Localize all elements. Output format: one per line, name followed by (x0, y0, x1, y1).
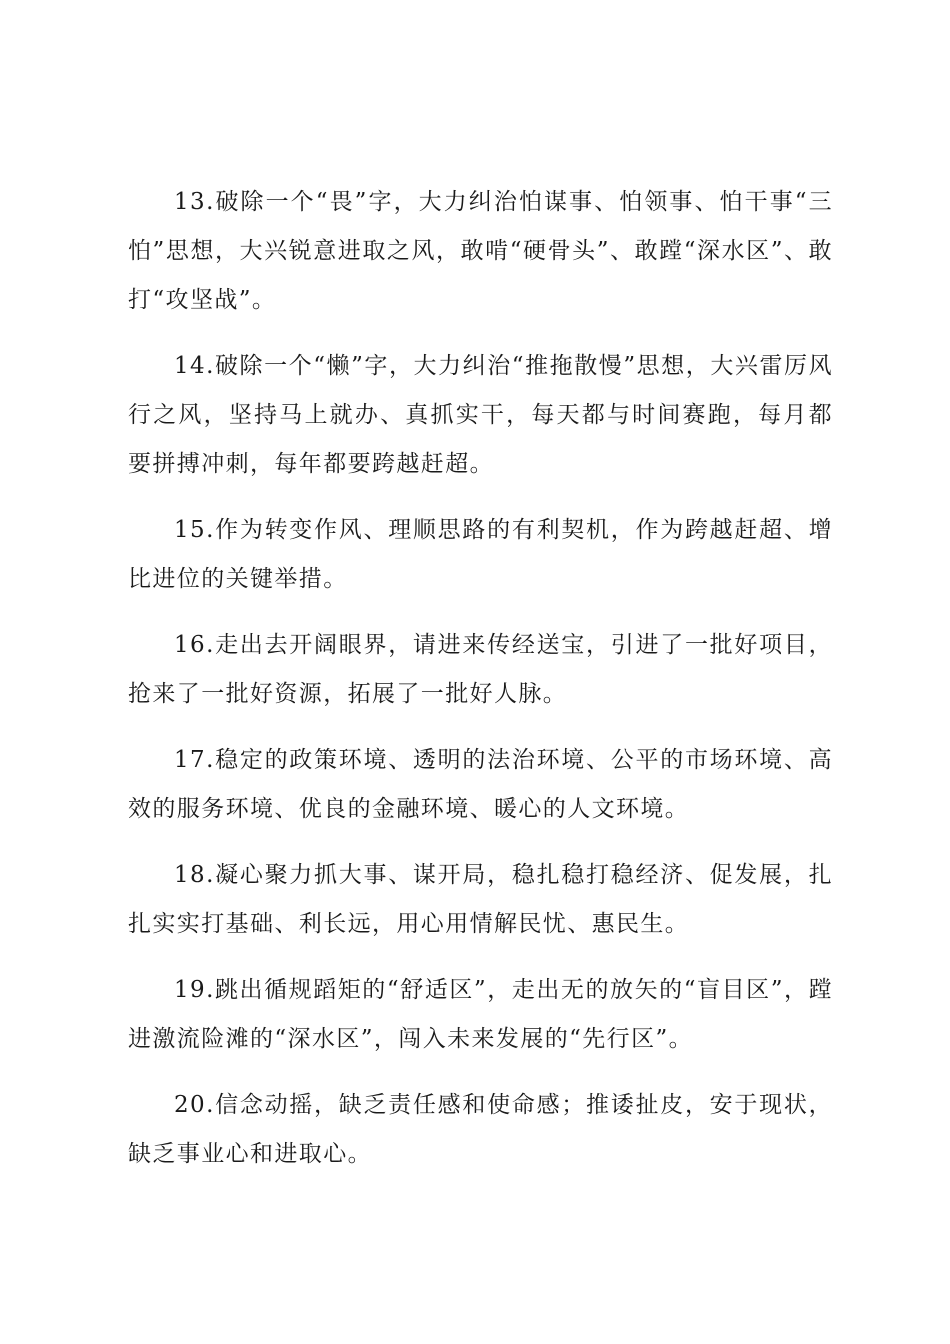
paragraph-20: 20.信念动摇，缺乏责任感和使命感；推诿扯皮，安于现状，缺乏事业心和进取心。 (128, 1092, 833, 1167)
paragraph-19: 19.跳出循规蹈矩的“舒适区”，走出无的放矢的“盲目区”，蹚进激流险滩的“深水区”，闯入未来发展的“先行区”。 (128, 977, 833, 1052)
paragraph-13: 13.破除一个“畏”字，大力纠治怕谋事、怕领事、怕干事“三怕”思想，大兴锐意进取之风，敢啃“硬骨头”、敢蹚“深水区”、敢打“攻坚战”。 (128, 189, 833, 313)
paragraph-14: 14.破除一个“懒”字，大力纠治“推拖散慢”思想，大兴雷厉风行之风，坚持马上就办、真抓实干，每天都与时间赛跑，每月都要拼搏冲刺，每年都要跨越赶超。 (128, 353, 833, 477)
paragraph-18: 18.凝心聚力抓大事、谋开局，稳扎稳打稳经济、促发展，扎扎实实打基础、利长远，用心用情解民忧、惠民生。 (128, 862, 833, 937)
paragraph-17: 17.稳定的政策环境、透明的法治环境、公平的市场环境、高效的服务环境、优良的金融环境、暖心的人文环境。 (128, 747, 833, 822)
paragraph-15: 15.作为转变作风、理顺思路的有利契机，作为跨越赶超、增比进位的关键举措。 (128, 517, 833, 592)
paragraph-16: 16.走出去开阔眼界，请进来传经送宝，引进了一批好项目，抢来了一批好资源，拓展了一批好人脉。 (128, 632, 833, 707)
document-body (128, 178, 833, 1196)
